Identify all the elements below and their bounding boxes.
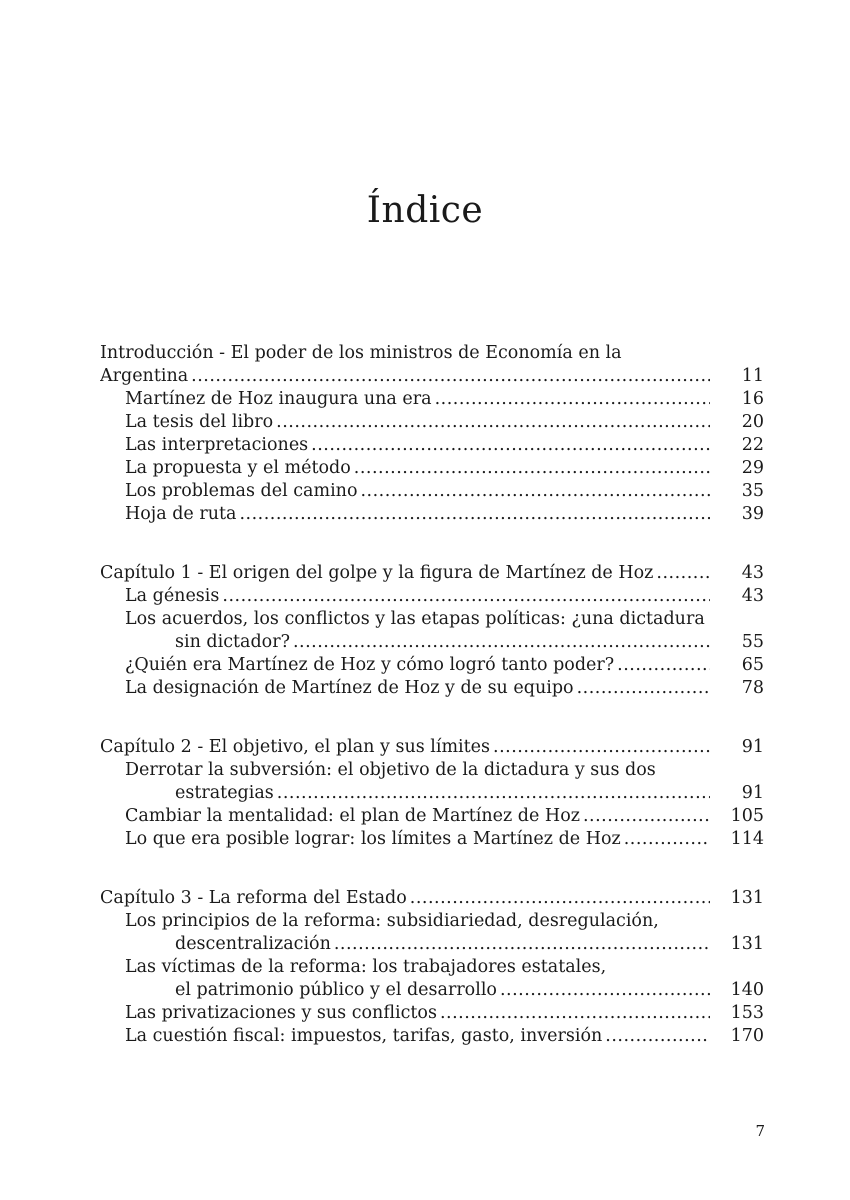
toc-subentry[interactable] — [100, 805, 764, 828]
toc-entry-line: Las víctimas de la reforma: los trabajadores estatales, — [125, 957, 607, 977]
toc-entry-line: Capítulo 2 - El objetivo, el plan y sus límites ..... — [100, 737, 710, 757]
toc-page-number: 114 — [730, 829, 764, 849]
toc-subentry[interactable] — [100, 956, 764, 1002]
toc-entry-line: La tesis del libro ..... — [125, 412, 710, 432]
toc-page-number: 43 — [741, 586, 764, 606]
toc-subentry[interactable] — [100, 910, 764, 956]
toc-page-number: 91 — [741, 783, 764, 803]
toc-page-number: 16 — [741, 389, 764, 409]
toc-entry-line: el patrimonio público y el desarrollo ..... — [150, 980, 710, 1000]
toc-entry-line: sin dictador? ..... — [150, 632, 710, 652]
toc-entry-line: Capítulo 3 - La reforma del Estado ..... — [100, 888, 710, 908]
toc-page-number: 140 — [730, 980, 764, 1000]
toc-entry-title — [100, 654, 710, 677]
toc-entry-line: Cambiar la mentalidad: el plan de Martínez de Hoz ..... — [125, 806, 710, 826]
toc-subentry[interactable] — [100, 585, 764, 608]
toc-subentry[interactable] — [100, 480, 764, 503]
toc-entry-line: ¿Quién era Martínez de Hoz y cómo logró tanto poder? ..... — [125, 655, 710, 675]
toc-subentry[interactable] — [100, 654, 764, 677]
toc-chapter-entry[interactable] — [100, 342, 764, 388]
toc-entry-title — [100, 480, 710, 503]
toc-page-number: 11 — [741, 366, 764, 386]
page-title: Índice — [366, 190, 484, 231]
toc-entry-line: Las interpretaciones ..... — [125, 435, 710, 455]
toc-page-number: 91 — [741, 737, 764, 757]
toc-entry-line: Los principios de la reforma: subsidiariedad, desregulación, — [125, 911, 659, 931]
table-of-contents — [100, 342, 764, 1048]
toc-subentry[interactable] — [100, 677, 764, 700]
toc-page-number: 153 — [730, 1003, 764, 1023]
toc-page-number: 78 — [741, 678, 764, 698]
toc-page-number: 22 — [741, 435, 764, 455]
toc-section — [100, 562, 764, 700]
toc-entry-line: Derrotar la subversión: el objetivo de la dictadura y sus dos — [125, 760, 656, 780]
toc-chapter-entry[interactable] — [100, 736, 764, 759]
toc-entry-title — [100, 411, 710, 434]
toc-entry-title — [100, 562, 710, 585]
toc-page-number: 131 — [730, 934, 764, 954]
toc-subentry[interactable] — [100, 457, 764, 480]
toc-entry-title — [100, 736, 710, 759]
toc-entry-line: Los acuerdos, los conflictos y las etapas políticas: ¿una dictadura — [125, 609, 705, 629]
toc-entry-title — [100, 1025, 710, 1048]
toc-entry-title — [100, 608, 710, 654]
toc-entry-line: descentralización ..... — [150, 934, 710, 954]
toc-entry-title — [100, 828, 710, 851]
toc-subentry[interactable] — [100, 608, 764, 654]
toc-entry-line: La propuesta y el método ..... — [125, 458, 710, 478]
toc-page-number: 43 — [741, 563, 764, 583]
page-number: 7 — [755, 1122, 765, 1140]
toc-page-number: 29 — [741, 458, 764, 478]
toc-entry-line: Martínez de Hoz inaugura una era ..... — [125, 389, 710, 409]
toc-subentry[interactable] — [100, 411, 764, 434]
toc-entry-title — [100, 457, 710, 480]
toc-page-number: 55 — [741, 632, 764, 652]
toc-subentry[interactable] — [100, 1025, 764, 1048]
toc-entry-line: Los problemas del camino ..... — [125, 481, 710, 501]
toc-page-number: 131 — [730, 888, 764, 908]
toc-subentry[interactable] — [100, 503, 764, 526]
toc-page-number: 35 — [741, 481, 764, 501]
toc-page-number: 39 — [741, 504, 764, 524]
toc-entry-title — [100, 434, 710, 457]
toc-entry-title — [100, 388, 710, 411]
toc-page-number: 105 — [730, 806, 764, 826]
toc-entry-title — [100, 805, 710, 828]
toc-page-number: 65 — [741, 655, 764, 675]
toc-entry-line: Hoja de ruta ..... — [125, 504, 710, 524]
toc-chapter-entry[interactable] — [100, 562, 764, 585]
toc-section — [100, 736, 764, 851]
toc-section — [100, 887, 764, 1048]
toc-entry-title — [100, 342, 710, 388]
toc-entry-title — [100, 887, 710, 910]
toc-chapter-entry[interactable] — [100, 887, 764, 910]
toc-entry-line: Capítulo 1 - El origen del golpe y la figura de Martínez de Hoz ..... — [100, 563, 710, 583]
toc-page-number: 170 — [730, 1026, 764, 1046]
toc-entry-title — [100, 1002, 710, 1025]
toc-entry-title — [100, 910, 710, 956]
toc-entry-line: La designación de Martínez de Hoz y de su equipo ..... — [125, 678, 710, 698]
toc-entry-line: La cuestión fiscal: impuestos, tarifas, gasto, inversión ..... — [125, 1026, 710, 1046]
toc-section — [100, 342, 764, 526]
toc-subentry[interactable] — [100, 434, 764, 457]
toc-subentry[interactable] — [100, 828, 764, 851]
toc-entry-line: Las privatizaciones y sus conflictos ..... — [125, 1003, 710, 1023]
toc-subentry[interactable] — [100, 1002, 764, 1025]
toc-subentry[interactable] — [100, 388, 764, 411]
toc-page-number: 20 — [741, 412, 764, 432]
toc-subentry[interactable] — [100, 759, 764, 805]
toc-entry-line: Argentina ..... — [100, 366, 710, 386]
toc-entry-line: La génesis ..... — [125, 586, 710, 606]
toc-entry-line: estrategias ..... — [150, 783, 710, 803]
toc-entry-line: Lo que era posible lograr: los límites a Martínez de Hoz ..... — [125, 829, 710, 849]
toc-entry-title — [100, 585, 710, 608]
toc-entry-line: Introducción - El poder de los ministros de Economía en la — [100, 343, 622, 363]
toc-entry-title — [100, 759, 710, 805]
toc-entry-title — [100, 956, 710, 1002]
toc-entry-title — [100, 503, 710, 526]
toc-entry-title — [100, 677, 710, 700]
